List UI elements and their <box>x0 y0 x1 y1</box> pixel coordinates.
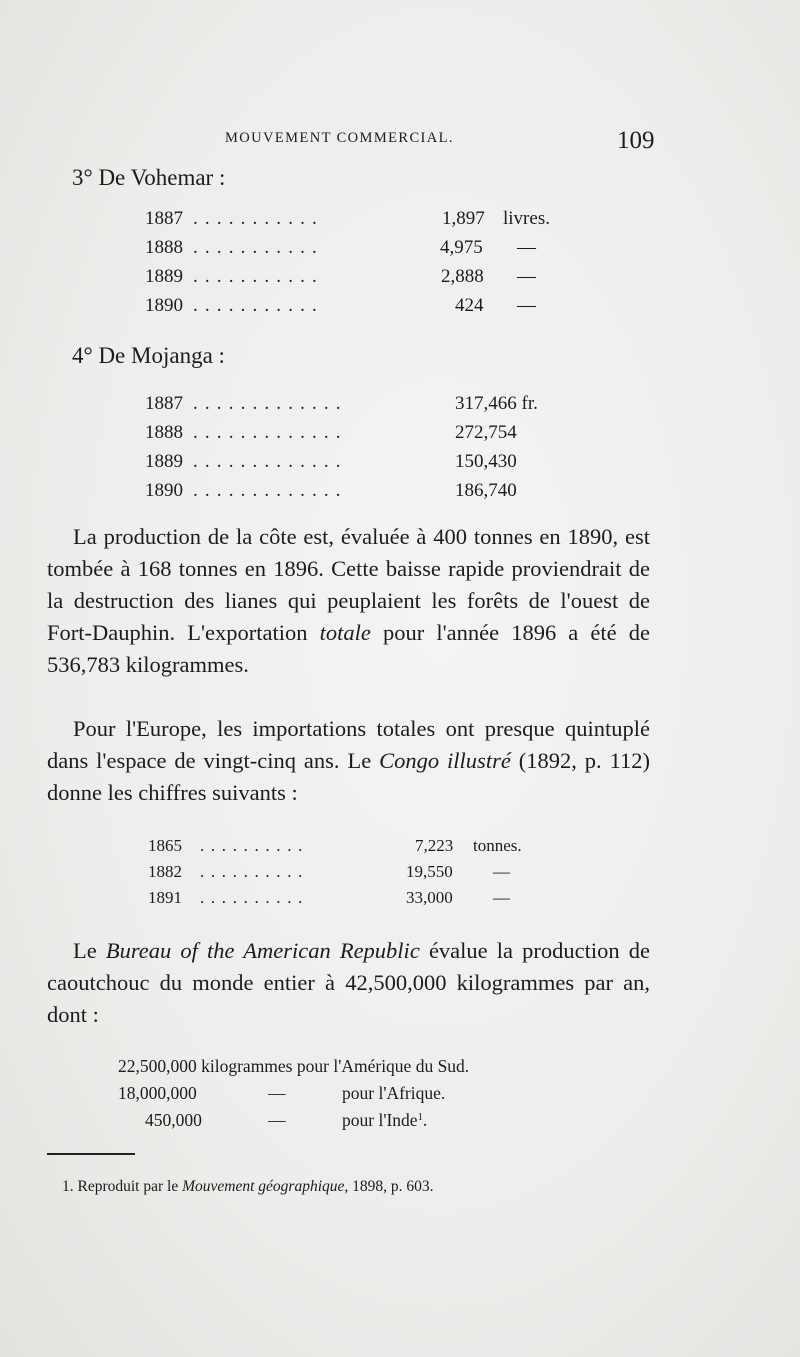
footnote-text: Reproduit par le <box>73 1178 183 1195</box>
paragraph-text: évalue la production de caoutchouc du monde entier à 42,500,000 kilogrammes par an, dont : <box>47 938 650 1027</box>
value-cell: 2,888 <box>441 266 484 287</box>
value-cell: 7,223 <box>415 836 454 855</box>
section-heading-vohemar: 3° De Vohemar : <box>72 165 226 190</box>
year-cell: 1887 <box>145 208 183 229</box>
year-cell: 1890 <box>145 295 183 316</box>
leader-dots: . . . . . . . . . . <box>200 862 304 881</box>
year-cell: 1888 <box>145 422 183 443</box>
table-row <box>145 393 565 423</box>
leader-dots: . . . . . . . . . . . . . <box>193 393 342 414</box>
paragraph-text: pour l'année 1896 a été de 536,783 kilogrammes. <box>47 620 650 677</box>
value-cell: 317,466 fr. <box>455 393 538 414</box>
running-title: MOUVEMENT COMMERCIAL. <box>225 130 454 146</box>
value-cell: 19,550 <box>406 862 453 881</box>
leader-dots: . . . . . . . . . . . <box>193 266 318 287</box>
year-cell: 1891 <box>148 888 182 907</box>
value-cell: 1,897 <box>442 208 485 229</box>
value-cell: 186,740 <box>455 480 517 501</box>
table-row <box>145 422 565 452</box>
page-number: 109 <box>617 127 655 154</box>
unit-cell: — <box>268 1083 286 1103</box>
unit-cell: tonnes. <box>473 836 522 855</box>
world-row <box>118 1110 618 1134</box>
unit-cell: livres. <box>503 208 550 229</box>
paragraph-text: Le <box>73 938 106 963</box>
value-cell: 33,000 <box>406 888 453 907</box>
unit-cell: — <box>268 1110 286 1130</box>
unit-cell: — <box>493 862 510 881</box>
italic-term: totale <box>319 620 371 645</box>
paragraph-text: Pour l'Europe, les importations totales ont presque quintuplé dans l'espace de vingt-cinq ans. Le <box>47 716 650 773</box>
section-heading-mojanga: 4° De Mojanga : <box>72 343 225 368</box>
unit-cell: kilogrammes <box>201 1056 293 1076</box>
world-row <box>118 1083 618 1107</box>
footnote-rule <box>47 1153 135 1155</box>
unit-cell: — <box>517 295 536 316</box>
leader-dots: . . . . . . . . . . . <box>193 237 318 258</box>
table-row <box>145 295 565 325</box>
world-row <box>118 1056 469 1077</box>
destination-cell: pour l'Amérique du Sud. <box>296 1056 470 1076</box>
quantity-cell: 22,500,000 <box>118 1056 197 1076</box>
footnote-ref: 1 <box>417 1112 423 1123</box>
value-cell: 150,430 <box>455 451 517 472</box>
leader-dots: . . . . . . . . . . <box>200 836 304 855</box>
quantity-cell: 450,000 <box>145 1110 202 1130</box>
table-row <box>145 480 565 510</box>
value-cell: 272,754 <box>455 422 517 443</box>
table-row <box>145 237 565 267</box>
paragraph-world <box>47 935 650 1031</box>
unit-cell: — <box>493 888 510 907</box>
table-row <box>145 451 565 481</box>
value-cell: 424 <box>455 295 484 316</box>
destination-cell: pour l'Inde <box>342 1110 418 1130</box>
italic-title: Bureau of the American Republic <box>105 938 420 963</box>
paragraph-europe <box>47 713 650 809</box>
leader-dots: . . . . . . . . . . . . . <box>193 422 342 443</box>
quantity-cell: 18,000,000 <box>118 1083 197 1103</box>
italic-title: Congo illustré <box>379 748 511 773</box>
paragraph-text: (1892, p. 112) donne les chiffres suivants : <box>47 748 650 805</box>
footnote-text: , 1898, p. 603. <box>344 1178 434 1195</box>
footnote-italic: Mouvement géographique <box>182 1178 345 1195</box>
leader-dots: . . . . . . . . . . . <box>193 295 318 316</box>
year-cell: 1888 <box>145 237 183 258</box>
year-cell: 1889 <box>145 451 183 472</box>
unit-cell: — <box>517 266 536 287</box>
leader-dots: . . . . . . . . . . . <box>193 208 318 229</box>
year-cell: 1865 <box>148 836 182 855</box>
paragraph-text: La production de la côte est, évaluée à 400 tonnes en 1890, est tombée à 168 tonnes en 1896. Cette baisse rapide proviendrait de la destruction des lianes qui peuplaient les forêts de l'ouest de Fort-Dauphin. L'exportation <box>47 524 650 645</box>
paragraph-production <box>47 521 650 681</box>
year-cell: 1889 <box>145 266 183 287</box>
destination-cell: pour l'Afrique. <box>342 1083 446 1103</box>
leader-dots: . . . . . . . . . . . . . <box>193 480 342 501</box>
footnote <box>62 1178 434 1196</box>
year-cell: 1890 <box>145 480 183 501</box>
year-cell: 1882 <box>148 862 182 881</box>
footnote-number: 1. <box>62 1178 74 1195</box>
table-row <box>145 208 565 238</box>
table-row <box>145 266 565 296</box>
year-cell: 1887 <box>145 393 183 414</box>
unit-cell: — <box>517 237 536 258</box>
value-cell: 4,975 <box>440 237 483 258</box>
table-row <box>148 888 548 918</box>
period: . <box>422 1110 428 1130</box>
leader-dots: . . . . . . . . . . <box>200 888 304 907</box>
leader-dots: . . . . . . . . . . . . . <box>193 451 342 472</box>
